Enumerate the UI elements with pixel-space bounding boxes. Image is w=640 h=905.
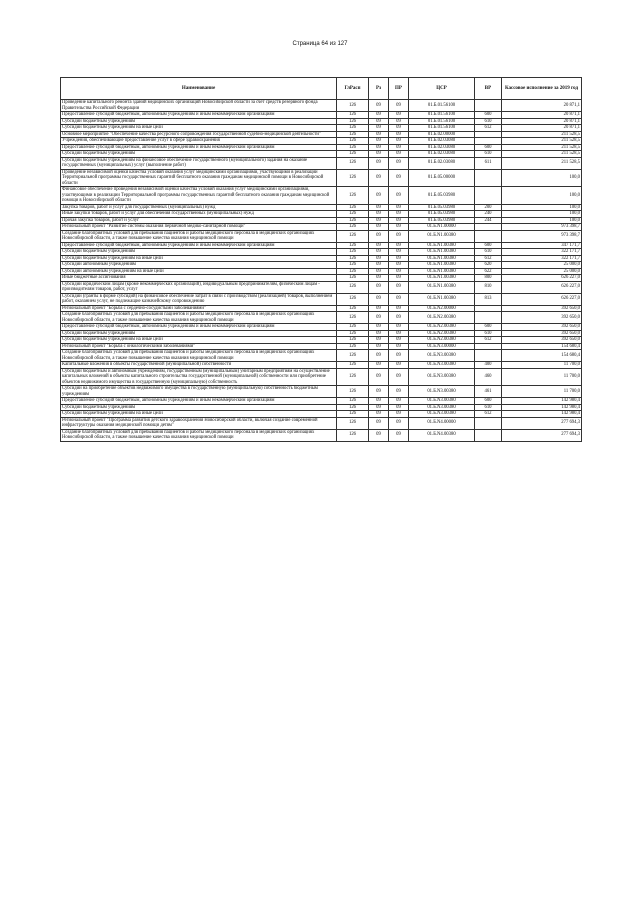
row-csr: 01.Б.N3.00380 — [409, 368, 475, 386]
page-number: Страница 64 из 127 — [292, 41, 348, 47]
row-amount: 20 871,1 — [502, 100, 582, 112]
row-csr: 01.Б.N1.00380 — [409, 268, 475, 275]
row-rz: 09 — [369, 337, 389, 344]
row-grbs: 126 — [337, 268, 369, 275]
row-rz: 09 — [369, 293, 389, 305]
row-name: Финансовое обеспечение проведения независимой оценки качества условий оказания услуг медицинскими организациями, участвующими в реализации Территориальной программы государственных гарантий бесплатного оказания гражданам медицинской помощи в Новосибирской области — [61, 187, 337, 205]
row-rz: 09 — [369, 112, 389, 119]
row-csr: 01.Б.N1.00380 — [409, 249, 475, 256]
table-row — [61, 350, 582, 362]
row-vr: 460 — [475, 368, 502, 386]
row-name: Создание благоприятных условий для пребывания пациентов и работы медицинского персонала в медицинских организациях Новосибирской области, а также повышение качества оказания медицинской помощи — [61, 350, 337, 362]
row-pr: 09 — [389, 187, 409, 205]
row-amount: 626 227,0 — [502, 275, 582, 282]
row-pr: 09 — [389, 112, 409, 119]
row-vr — [475, 429, 502, 441]
row-amount: 20 871,1 — [502, 118, 582, 125]
row-pr: 09 — [389, 343, 409, 350]
row-rz: 09 — [369, 255, 389, 262]
row-rz: 09 — [369, 268, 389, 275]
row-name: Субсидии бюджетным учреждениям — [61, 151, 337, 158]
row-amount: 100,0 — [502, 217, 582, 224]
row-csr: 01.Б.N1.00380 — [409, 275, 475, 282]
row-vr: 612 — [475, 125, 502, 132]
row-vr: 244 — [475, 217, 502, 224]
row-rz: 09 — [369, 138, 389, 145]
row-vr — [475, 169, 502, 187]
row-amount: 322 171,7 — [502, 249, 582, 256]
row-vr: 200 — [475, 204, 502, 211]
row-rz: 09 — [369, 100, 389, 112]
row-csr: 01.Б.N1.00380 — [409, 262, 475, 269]
row-grbs: 126 — [337, 138, 369, 145]
row-name: Предоставление субсидий бюджетным, автономным учреждениям и иным некоммерческим организациям — [61, 398, 337, 405]
row-vr: 810 — [475, 281, 502, 293]
row-amount: 392 650,0 — [502, 337, 582, 344]
budget-execution-table — [60, 77, 582, 442]
row-name: Субсидии автономным учреждениям на иные цели — [61, 268, 337, 275]
header-pr: ПР — [389, 78, 409, 100]
row-csr: 01.Б.N4.00380 — [409, 429, 475, 441]
table-row — [61, 312, 582, 324]
row-name: Субсидии бюджетным учреждениям — [61, 330, 337, 337]
row-grbs: 126 — [337, 368, 369, 386]
row-rz: 09 — [369, 398, 389, 405]
row-csr: 01.Б.N4.00000 — [409, 417, 475, 429]
row-rz: 09 — [369, 204, 389, 211]
row-csr: 01.Б.N1.00380 — [409, 242, 475, 249]
row-rz: 09 — [369, 275, 389, 282]
row-pr: 09 — [389, 312, 409, 324]
row-pr: 09 — [389, 324, 409, 331]
row-vr — [475, 417, 502, 429]
table-row — [61, 293, 582, 305]
row-rz: 09 — [369, 169, 389, 187]
row-vr: 610 — [475, 249, 502, 256]
row-vr: 813 — [475, 293, 502, 305]
row-csr: 01.Б.N1.00380 — [409, 293, 475, 305]
row-name: Закупка товаров, работ и услуг для государственных (муниципальных) нужд — [61, 204, 337, 211]
row-amount: 277 694,3 — [502, 417, 582, 429]
table-header-row — [61, 78, 582, 100]
row-vr: 600 — [475, 112, 502, 119]
row-amount: 100,0 — [502, 187, 582, 205]
row-name: Субсидии юридическим лицам (кроме некоммерческих организаций), индивидуальным предпринимателям, физическим лицам - производителям товаров, работ, услуг — [61, 281, 337, 293]
row-name: Прочая закупка товаров, работ и услуг — [61, 217, 337, 224]
row-rz: 09 — [369, 404, 389, 411]
row-rz: 09 — [369, 230, 389, 242]
row-name: Предоставление субсидий бюджетным, автономным учреждениям и иным некоммерческим организациям — [61, 324, 337, 331]
row-csr: 01.Б.02.03080 — [409, 157, 475, 169]
row-grbs: 126 — [337, 100, 369, 112]
row-pr: 09 — [389, 275, 409, 282]
row-csr: 01.Б.N1.00380 — [409, 255, 475, 262]
header-csr: ЦСР — [409, 78, 475, 100]
row-vr: 620 — [475, 262, 502, 269]
row-pr: 09 — [389, 100, 409, 112]
row-vr: 610 — [475, 118, 502, 125]
row-vr — [475, 230, 502, 242]
row-csr: 01.Б.05.03980 — [409, 187, 475, 205]
row-vr: 400 — [475, 362, 502, 369]
row-amount: 142 980,4 — [502, 398, 582, 405]
row-rz: 09 — [369, 411, 389, 418]
table-row — [61, 368, 582, 386]
row-vr: 610 — [475, 330, 502, 337]
row-pr: 09 — [389, 125, 409, 132]
row-vr: 600 — [475, 144, 502, 151]
row-name: Субсидии на приобретение объектов недвижимого имущества в государственную (муниципальную) собственность бюджетным учреждениям — [61, 386, 337, 398]
table-row — [61, 100, 582, 112]
row-rz: 09 — [369, 118, 389, 125]
row-grbs: 126 — [337, 281, 369, 293]
row-amount: 392 650,0 — [502, 330, 582, 337]
row-pr: 09 — [389, 305, 409, 312]
row-rz: 09 — [369, 350, 389, 362]
row-amount: 211 528,5 — [502, 157, 582, 169]
row-name: Иные бюджетные ассигнования — [61, 275, 337, 282]
row-vr: 612 — [475, 255, 502, 262]
row-name: Проведение независимой оценки качества условий оказания услуг медицинскими организациями, участвующими в реализации Территориальной программы государственных гарантий бесплатного оказания гражданам медицинской помощи в Новосибирской области — [61, 169, 337, 187]
row-vr — [475, 187, 502, 205]
row-amount: 20 871,1 — [502, 112, 582, 119]
row-name: Создание благоприятных условий для пребывания пациентов и работы медицинского персонала в медицинских организациях Новосибирской области, а также повышение качества оказания медицинской помощи — [61, 230, 337, 242]
row-amount: 973 398,7 — [502, 230, 582, 242]
row-grbs: 126 — [337, 398, 369, 405]
row-pr: 09 — [389, 330, 409, 337]
row-vr: 612 — [475, 337, 502, 344]
row-pr: 09 — [389, 249, 409, 256]
row-grbs: 126 — [337, 350, 369, 362]
row-grbs: 126 — [337, 343, 369, 350]
row-rz: 09 — [369, 249, 389, 256]
table-row — [61, 429, 582, 441]
row-pr: 09 — [389, 118, 409, 125]
row-amount: 20 871,1 — [502, 125, 582, 132]
row-csr: 01.Б.02.03080 — [409, 151, 475, 158]
row-csr: 01.Б.N2.00380 — [409, 330, 475, 337]
row-pr: 09 — [389, 255, 409, 262]
row-vr: 610 — [475, 404, 502, 411]
table-row — [61, 169, 582, 187]
row-csr: 01.Б.N3.00380 — [409, 411, 475, 418]
row-name: Субсидии бюджетным учреждениям — [61, 118, 337, 125]
row-pr: 09 — [389, 157, 409, 169]
row-name: Субсидии автономным учреждениям — [61, 262, 337, 269]
row-csr: 01.Б.N1.00000 — [409, 224, 475, 231]
row-pr: 09 — [389, 262, 409, 269]
row-name: Региональный проект "Программа развития детского здравоохранения Новосибирской области, включая создание современной инфраструктуры оказания медицинской помощи детям" — [61, 417, 337, 429]
row-grbs: 126 — [337, 217, 369, 224]
row-grbs: 126 — [337, 144, 369, 151]
row-rz: 09 — [369, 417, 389, 429]
row-csr: 01.Б.01.56100 — [409, 118, 475, 125]
row-csr: 01.Б.05.03980 — [409, 204, 475, 211]
row-rz: 09 — [369, 131, 389, 138]
header-grbs: ГлРасп — [337, 78, 369, 100]
row-name: Учреждения, обеспечивающие предоставление услуг в сфере здравоохранения — [61, 138, 337, 145]
row-csr: 01.Б.05.03980 — [409, 211, 475, 218]
row-csr: 01.Б.N3.00380 — [409, 350, 475, 362]
row-pr: 09 — [389, 211, 409, 218]
row-amount: 211 528,5 — [502, 138, 582, 145]
row-grbs: 126 — [337, 151, 369, 158]
row-pr: 09 — [389, 138, 409, 145]
row-grbs: 126 — [337, 157, 369, 169]
row-grbs: 126 — [337, 362, 369, 369]
row-amount: 322 171,7 — [502, 255, 582, 262]
row-amount: 973 398,7 — [502, 224, 582, 231]
row-name: Предоставление субсидий бюджетным, автономным учреждениям и иным некоммерческим организациям — [61, 144, 337, 151]
row-grbs: 126 — [337, 249, 369, 256]
row-amount: 11 700,0 — [502, 362, 582, 369]
row-pr: 09 — [389, 362, 409, 369]
row-vr: 612 — [475, 411, 502, 418]
row-grbs: 126 — [337, 262, 369, 269]
row-grbs: 126 — [337, 112, 369, 119]
row-pr: 09 — [389, 411, 409, 418]
row-grbs: 126 — [337, 224, 369, 231]
row-csr: 01.Б.02.03080 — [409, 144, 475, 151]
row-grbs: 126 — [337, 411, 369, 418]
row-grbs: 126 — [337, 404, 369, 411]
row-grbs: 126 — [337, 125, 369, 132]
row-amount: 626 227,0 — [502, 293, 582, 305]
row-name: Капитальные вложения в объекты государственной (муниципальной) собственности — [61, 362, 337, 369]
row-pr: 09 — [389, 242, 409, 249]
row-pr: 09 — [389, 151, 409, 158]
row-rz: 09 — [369, 362, 389, 369]
row-rz: 09 — [369, 157, 389, 169]
row-pr: 09 — [389, 224, 409, 231]
row-amount: 11 700,0 — [502, 368, 582, 386]
row-rz: 09 — [369, 144, 389, 151]
row-name: Субсидии бюджетным учреждениям на иные цели — [61, 125, 337, 132]
row-grbs: 126 — [337, 429, 369, 441]
row-amount: 25 000,0 — [502, 268, 582, 275]
row-pr: 09 — [389, 217, 409, 224]
row-rz: 09 — [369, 211, 389, 218]
row-amount: 211 528,5 — [502, 151, 582, 158]
row-vr: 461 — [475, 386, 502, 398]
row-csr: 01.Б.N3.00000 — [409, 343, 475, 350]
row-grbs: 126 — [337, 242, 369, 249]
row-grbs: 126 — [337, 255, 369, 262]
row-name: Создание благоприятных условий для пребывания пациентов и работы медицинского персонала в медицинских организациях Новосибирской области, а также повышение качества оказания медицинской помощи — [61, 312, 337, 324]
row-csr: 01.Б.N3.00380 — [409, 404, 475, 411]
row-rz: 09 — [369, 262, 389, 269]
row-name: Субсидии бюджетным учреждениям на финансовое обеспечение государственного (муниципального) задания на оказание государственных (муниципальных) услуг (выполнение работ) — [61, 157, 337, 169]
row-name: Создание благоприятных условий для пребывания пациентов и работы медицинского персонала в медицинских организациях Новосибирской области, а также повышение качества оказания медицинской помощи — [61, 429, 337, 441]
table-row — [61, 187, 582, 205]
row-vr: 611 — [475, 157, 502, 169]
row-rz: 09 — [369, 125, 389, 132]
row-rz: 09 — [369, 368, 389, 386]
table-row — [61, 230, 582, 242]
row-pr: 09 — [389, 204, 409, 211]
row-amount: 100,0 — [502, 211, 582, 218]
row-grbs: 126 — [337, 386, 369, 398]
row-rz: 09 — [369, 343, 389, 350]
row-rz: 09 — [369, 217, 389, 224]
row-vr: 622 — [475, 268, 502, 275]
row-name: Субсидии бюджетным учреждениям на иные цели — [61, 337, 337, 344]
row-csr: 01.Б.N1.00380 — [409, 281, 475, 293]
row-grbs: 126 — [337, 417, 369, 429]
row-amount: 277 694,3 — [502, 429, 582, 441]
row-name: Проведение капитального ремонта зданий медицинских организаций Новосибирской области за счет средств резервного фонда Правительства Российской Федерации — [61, 100, 337, 112]
row-pr: 09 — [389, 230, 409, 242]
row-vr — [475, 312, 502, 324]
row-grbs: 126 — [337, 230, 369, 242]
row-amount: 142 980,4 — [502, 411, 582, 418]
row-grbs: 126 — [337, 169, 369, 187]
row-pr: 09 — [389, 404, 409, 411]
row-name: Основное мероприятие "Обеспечение качества ресурсного сопровождения государственной судебно-медицинской деятельности" — [61, 131, 337, 138]
row-grbs: 126 — [337, 204, 369, 211]
row-rz: 09 — [369, 224, 389, 231]
row-rz: 09 — [369, 281, 389, 293]
row-vr: 600 — [475, 324, 502, 331]
row-amount: 11 700,0 — [502, 386, 582, 398]
row-csr: 01.Б.01.56100 — [409, 112, 475, 119]
row-name: Субсидии бюджетным учреждениям на иные цели — [61, 411, 337, 418]
row-amount: 25 000,0 — [502, 262, 582, 269]
row-grbs: 126 — [337, 211, 369, 218]
row-csr: 01.Б.05.03980 — [409, 217, 475, 224]
row-pr: 09 — [389, 337, 409, 344]
row-csr: 01.Б.N3.00380 — [409, 386, 475, 398]
row-vr: 800 — [475, 275, 502, 282]
row-rz: 09 — [369, 429, 389, 441]
row-grbs: 126 — [337, 312, 369, 324]
row-grbs: 126 — [337, 118, 369, 125]
row-rz: 09 — [369, 330, 389, 337]
row-csr: 01.Б.N1.00380 — [409, 230, 475, 242]
row-name: Иные закупки товаров, работ и услуг для обеспечения государственных (муниципальных) нужд — [61, 211, 337, 218]
row-grbs: 126 — [337, 293, 369, 305]
row-vr: 600 — [475, 242, 502, 249]
row-pr: 09 — [389, 386, 409, 398]
header-vr: ВР — [475, 78, 502, 100]
header-rz: Рз — [369, 78, 389, 100]
row-name: Региональный проект "Развитие системы оказания первичной медико-санитарной помощи" — [61, 224, 337, 231]
row-amount: 392 650,0 — [502, 312, 582, 324]
row-vr — [475, 100, 502, 112]
row-csr: 01.Б.02.00000 — [409, 131, 475, 138]
row-name: Субсидии бюджетным и автономным учреждениям, государственным (муниципальным) унитарным предприятиям на осуществление капитальных вложений в объекты капитального строительства государственной (муниципальной) собственности или приобретение объектов недвижимого имущества в государственную (муниципальную) собственность — [61, 368, 337, 386]
row-csr: 01.Б.05.00000 — [409, 169, 475, 187]
header-amount: Кассовое исполнение за 2019 год — [502, 78, 582, 100]
header-name: Наименование — [61, 78, 337, 100]
row-amount: 626 227,0 — [502, 281, 582, 293]
table-row — [61, 386, 582, 398]
row-grbs: 126 — [337, 187, 369, 205]
row-name: Предоставление субсидий бюджетным, автономным учреждениям и иным некоммерческим организациям — [61, 112, 337, 119]
row-pr: 09 — [389, 368, 409, 386]
row-name: Субсидии (гранты в форме субсидий) на финансовое обеспечение затрат в связи с производством (реализацией) товаров, выполнением работ, оказанием услуг, не подлежащие казначейскому сопровождению — [61, 293, 337, 305]
row-amount: 392 650,0 — [502, 305, 582, 312]
row-name: Региональный проект "Борьба с сердечно-сосудистыми заболеваниями" — [61, 305, 337, 312]
row-csr: 01.Б.N2.00380 — [409, 312, 475, 324]
row-csr: 01.Б.01.56100 — [409, 100, 475, 112]
row-pr: 09 — [389, 144, 409, 151]
row-grbs: 126 — [337, 131, 369, 138]
row-amount: 211 528,5 — [502, 144, 582, 151]
table-row — [61, 157, 582, 169]
row-csr: 01.Б.N3.00380 — [409, 398, 475, 405]
row-pr: 09 — [389, 169, 409, 187]
row-rz: 09 — [369, 242, 389, 249]
row-grbs: 126 — [337, 330, 369, 337]
row-amount: 347 171,7 — [502, 242, 582, 249]
table-row — [61, 417, 582, 429]
row-pr: 09 — [389, 429, 409, 441]
row-amount: 100,0 — [502, 169, 582, 187]
row-csr: 01.Б.N2.00380 — [409, 324, 475, 331]
row-pr: 09 — [389, 268, 409, 275]
row-rz: 09 — [369, 305, 389, 312]
row-vr: 600 — [475, 398, 502, 405]
row-pr: 09 — [389, 281, 409, 293]
row-name: Предоставление субсидий бюджетным, автономным учреждениям и иным некоммерческим организациям — [61, 242, 337, 249]
row-csr: 01.Б.N3.00380 — [409, 362, 475, 369]
row-grbs: 126 — [337, 275, 369, 282]
row-vr: 240 — [475, 211, 502, 218]
row-csr: 01.Б.01.56100 — [409, 125, 475, 132]
row-name: Субсидии бюджетным учреждениям на иные цели — [61, 255, 337, 262]
table-body — [61, 100, 582, 442]
row-name: Субсидии бюджетным учреждениям — [61, 249, 337, 256]
row-csr: 01.Б.N2.00380 — [409, 337, 475, 344]
row-rz: 09 — [369, 324, 389, 331]
row-name: Региональный проект "Борьба с онкологическими заболеваниями" — [61, 343, 337, 350]
row-pr: 09 — [389, 417, 409, 429]
row-pr: 09 — [389, 398, 409, 405]
row-rz: 09 — [369, 187, 389, 205]
row-grbs: 126 — [337, 305, 369, 312]
row-amount: 211 528,5 — [502, 131, 582, 138]
row-rz: 09 — [369, 386, 389, 398]
row-csr: 01.Б.N2.00000 — [409, 305, 475, 312]
row-amount: 154 680,4 — [502, 350, 582, 362]
row-amount: 392 650,0 — [502, 324, 582, 331]
row-vr: 610 — [475, 151, 502, 158]
row-grbs: 126 — [337, 324, 369, 331]
row-amount: 142 980,4 — [502, 404, 582, 411]
row-vr — [475, 350, 502, 362]
row-name: Субсидии бюджетным учреждениям — [61, 404, 337, 411]
row-rz: 09 — [369, 312, 389, 324]
row-csr: 01.Б.02.03080 — [409, 138, 475, 145]
table-row — [61, 281, 582, 293]
row-rz: 09 — [369, 151, 389, 158]
row-pr: 09 — [389, 293, 409, 305]
row-amount: 100,0 — [502, 204, 582, 211]
row-amount: 154 680,4 — [502, 343, 582, 350]
row-grbs: 126 — [337, 337, 369, 344]
row-pr: 09 — [389, 350, 409, 362]
row-pr: 09 — [389, 131, 409, 138]
